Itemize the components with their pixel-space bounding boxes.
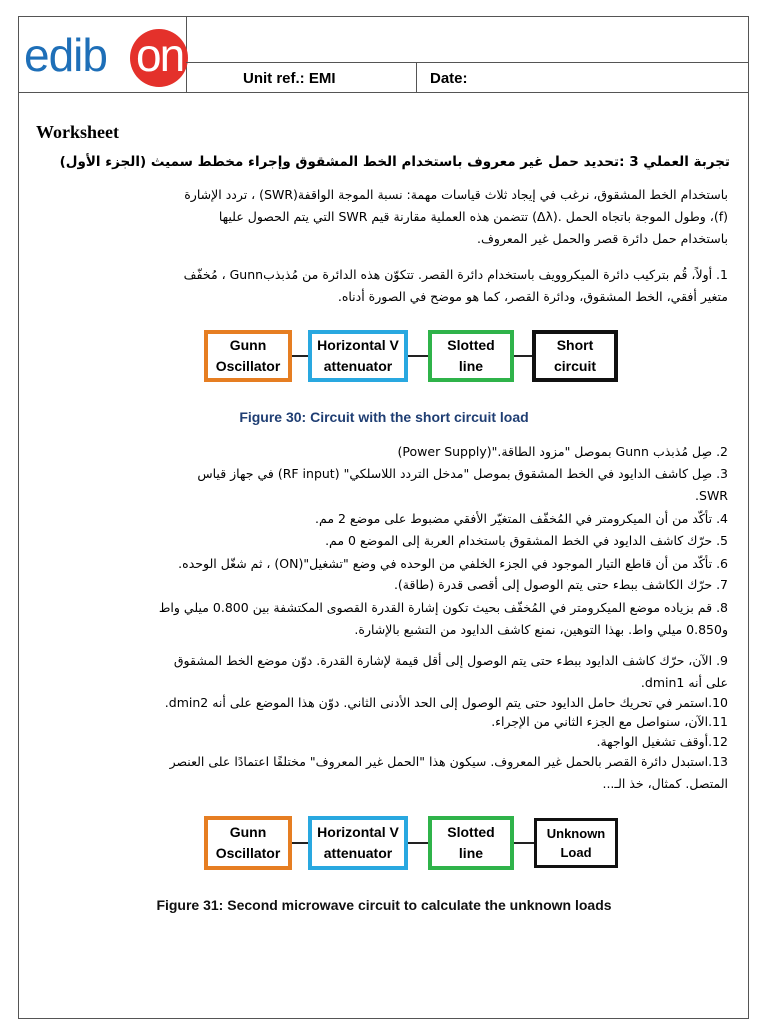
- step-3: [78, 463, 728, 507]
- step-6: 6. تأكّد من أن قاطع التيار الموجود في الجزء الخلفي من الوحده في وضع "تشغيل"(ON) ، ثم شغّل الوحده.: [178, 556, 728, 571]
- unknown-load-box: Unknown Load: [534, 818, 618, 868]
- slotted-line-box: Slotted line: [428, 816, 514, 870]
- intro-line: باستخدام حمل دائرة قصر والحمل غير المعروف.: [476, 231, 728, 246]
- date-label: Date:: [430, 70, 468, 87]
- figure-31-caption: Figure 31: Second microwave circuit to calculate the unknown loads: [156, 897, 612, 913]
- step-9-line: 9. الآن، حرّك كاشف الدايود ببطء حتى يتم الوصول إلى أقل قيمة لإشارة القدرة. دوّن موضع الخط المشقوق: [173, 653, 728, 668]
- step-13: [78, 751, 728, 795]
- connector: [408, 842, 428, 844]
- step-8-line: 8. قم بزياده موضع الميكرومتر في المُخفّف بحيث تكون إشارة القدرة القصوى المكتشفة بين 0.800 ميلي واط: [158, 600, 728, 615]
- step-13-line: 13.استبدل دائرة القصر بالحمل غير المعروف. سيكون هذا "الحمل غير المعروف" مختلفًا اعتمادًا على العنصر: [169, 754, 728, 769]
- step-1-line: 1. أولاً، قُم بتركيب دائرة الميكروويف باستخدام دائرة القصر. تتكوّن هذه الدائرة من مُذبذبGunn ، مُخفّف: [183, 267, 728, 282]
- intro-line: باستخدام الخط المشقوق، نرغب في إيجاد ثلاث قياسات مهمة: نسبة الموجة الواقفة(SWR) ، تردد الإشارة: [184, 187, 728, 202]
- horizontal-attenuator-box: Horizontal V attenuator: [308, 816, 408, 870]
- step-3-line: SWR.: [695, 488, 728, 503]
- step-8: [78, 597, 728, 641]
- horizontal-attenuator-box: Horizontal V attenuator: [308, 330, 408, 382]
- step-3-line: 3. صِل كاشف الدايود في الخط المشقوق بموصل "مدخل التردد اللاسلكي" (RF input) في جهاز قياس: [197, 466, 728, 481]
- step-1-line: متغير أفقي، الخط المشقوق، ودائرة القصر، كما هو موضح في الصورة أدناه.: [337, 289, 728, 304]
- step-11: 11.الآن، سنواصل مع الجزء الثاني من الإجراء.: [491, 714, 728, 729]
- logo-text-right: on: [136, 29, 184, 81]
- figure-30-caption: Figure 30: Circuit with the short circuit load: [239, 409, 529, 425]
- logo: [18, 16, 187, 92]
- step-1: [78, 264, 728, 308]
- step-4: 4. تأكّد من أن الميكرومتر في المُخفّف المتغيّر الأفقي مضبوط على موضع 2 مم.: [315, 511, 728, 526]
- worksheet-title: Worksheet: [36, 122, 119, 142]
- connector: [514, 355, 532, 357]
- intro-paragraph: [88, 184, 728, 250]
- gunn-oscillator-box: Gunn Oscillator: [204, 816, 292, 870]
- step-7: 7. حرّك الكاشف ببطء حتى يتم الوصول إلى أقصى قدرة (طاقة).: [393, 577, 728, 592]
- header-cell-divider: [416, 62, 417, 92]
- connector: [292, 355, 308, 357]
- connector: [408, 355, 428, 357]
- short-circuit-box: Short circuit: [532, 330, 618, 382]
- experiment-title: تجربة العملي 3 :تحديد حمل غير معروف باستخدام الخط المشقوق وإجراء مخطط سميث (الجزء الأول): [59, 154, 730, 170]
- connector: [514, 842, 534, 844]
- step-8-line: و0.850 ميلي واط. بهذا التوهين، نمنع كاشف الدايود من التشبع بالإشارة.: [354, 622, 728, 637]
- header-divider: [186, 62, 749, 63]
- step-9: [78, 650, 728, 694]
- slotted-line-box: Slotted line: [428, 330, 514, 382]
- unit-ref: Unit ref.: EMI: [243, 70, 336, 87]
- connector: [292, 842, 308, 844]
- logo-text-left: edib: [24, 29, 107, 81]
- step-2: 2. صِل مُذبذب Gunn بموصل "مزود الطاقة."(Power Supply): [397, 444, 728, 459]
- intro-line: (f)، وطول الموجة باتجاه الحمل .(Δλ) تتضمن هذه العملية مقارنة قيم SWR التي يتم الحصول عليها: [218, 209, 728, 224]
- step-9-line: على أنه dmin1.: [640, 675, 728, 690]
- header-bottom-border: [18, 92, 749, 93]
- step-10: 10.استمر في تحريك حامل الدايود حتى يتم الوصول إلى الحد الأدنى الثاني. دوّن هذا الموضع على أنه dmin2.: [164, 695, 728, 710]
- header: [18, 16, 749, 92]
- step-13-line: المتصل. كمثال، خذ الـ...: [602, 776, 728, 791]
- step-5: 5. حرّك كاشف الدايود في الخط المشقوق باستخدام العربة إلى الموضع 0 مم.: [325, 533, 728, 548]
- step-12: 12.أوقف تشغيل الواجهة.: [596, 734, 728, 749]
- gunn-oscillator-box: Gunn Oscillator: [204, 330, 292, 382]
